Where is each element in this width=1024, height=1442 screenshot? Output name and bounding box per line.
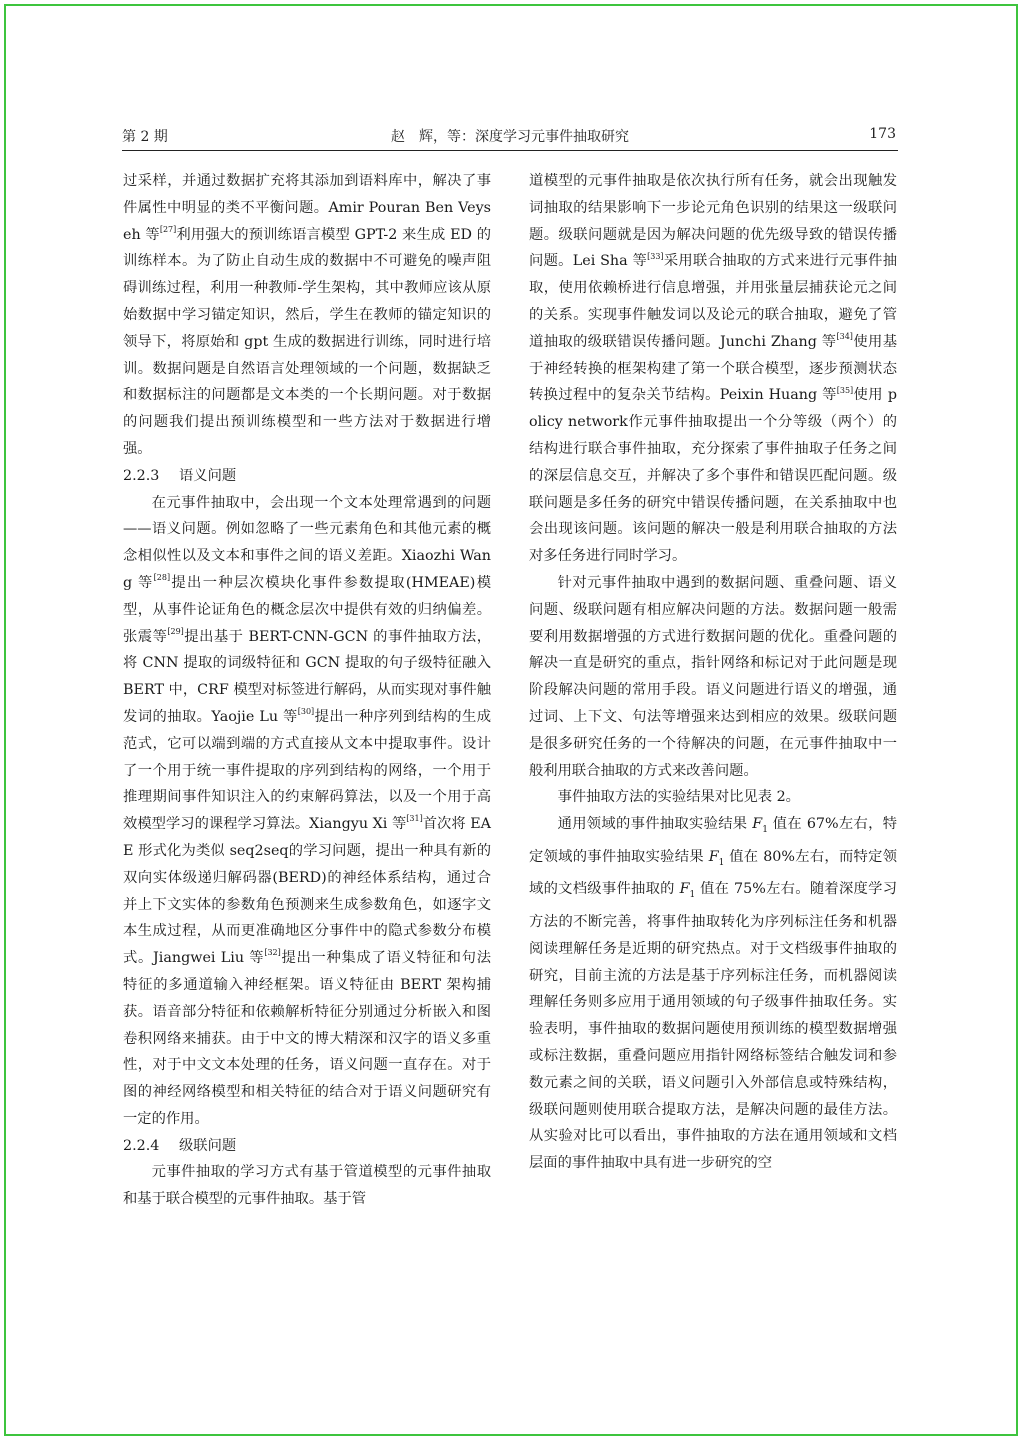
page-number: 173 <box>869 126 896 142</box>
text-run: 道模型的元事件抽取是依次执行所有任务，就会出现触发词抽取的结果影响下一步论元角色识别的结果这一级联问题。级联问题就是因为解决问题的优先级导致的错误传播问题。Lei Sha 等 <box>529 173 897 270</box>
math-subscript: 1 <box>762 824 768 835</box>
text-run: 提出一种层次模块化事件参数提取(HMEAE)模型，从事件论证角色的概念层次中提供有效的归纳偏差。张震等 <box>123 574 491 645</box>
text-run: 通用领域的事件抽取实验结果 <box>557 816 748 833</box>
running-title: 赵 辉，等：深度学习元事件抽取研究 <box>391 129 629 145</box>
section-heading <box>123 463 491 490</box>
math-symbol: F <box>679 881 690 898</box>
math-symbol: F <box>752 816 763 833</box>
citation: [27] <box>159 224 177 234</box>
citation: [30] <box>297 707 315 717</box>
header-rule <box>122 150 898 151</box>
right-column <box>529 168 897 1177</box>
citation: [32] <box>264 948 281 958</box>
section-number: 2.2.4 <box>123 1137 160 1154</box>
text-run: 使用基于神经转换的框架构建了第一个联合模型，逐步预测状态转换过程中的复杂关节结构。Peixin Huang 等 <box>529 333 897 404</box>
citation: [33] <box>647 251 664 261</box>
paragraph <box>529 811 897 1177</box>
text-run: 提出一种集成了语义特征和句法特征的多通道输入神经框架。语义特征由 BERT 架构捕获。语音部分特征和依赖解析特征分别通过分析嵌入和图卷积网络来捕获。由于中文的博大精深和汉字的语义多重性，对于中文文本处理的任务，语义问题一直存在。对于图的神经网络模型和相关特征的结合对于语义问题研究有一定的作用。 <box>123 950 492 1127</box>
math-subscript: 1 <box>718 857 725 868</box>
paragraph <box>529 168 897 570</box>
text-run: 采用联合抽取的方式来进行元事件抽取，使用依赖桥进行信息增强，并用张量层捕获论元之间的关系。实现事件触发词以及论元的联合抽取，避免了管道抽取的级联错误传播问题。Junchi Zhang 等 <box>529 253 897 350</box>
section-number: 2.2.3 <box>123 467 160 484</box>
text-run: 利用强大的预训练语言模型 GPT-2 来生成 ED 的训练样本。为了防止自动生成的数据中不可避免的噪声阻碍训练过程，利用一种教师-学生架构，其中教师应该从原始数据中学习锚定知识，然后，学生在教师的锚定知识的领导下，将原始和 gpt 生成的数据进行训练，同时进行培训。数据问题是自然语言处理领域的一个问题，数据缺乏和数据标注的问题都是文本类的一个长期问题。对于数据的问题我们提出预训练模型和一些方法对于数据进行增强。 <box>123 226 491 457</box>
paragraph: 事件抽取方法的实验结果对比见表 2。 <box>557 789 800 806</box>
math-symbol: F <box>708 848 719 865</box>
text-run: 值在 75%左右。随着深度学习方法的不断完善，将事件抽取转化为序列标注任务和机器阅读理解任务是近期的研究热点。对于文档级事件抽取的研究，目前主流的方法是基于序列标注任务，而机器阅读理解任务则多应用于通用领域的句子级事件抽取任务。实验表明，事件抽取的数据问题使用预训练的模型数据增强或标注数据，重叠问题应用指针网络标签结合触发词和参数元素之间的关联，语义问题引入外部信息或特殊结构，级联问题则使用联合提取方法，是解决问题的最佳方法。从实验对比可以看出，事件抽取的方法在通用领域和文档层面的事件抽取中具有进一步研究的空 <box>529 881 898 1172</box>
text-run: 值在 80%左右，而特定领域的文档级事件抽取的 <box>529 848 897 898</box>
paragraph: 元事件抽取的学习方式有基于管道模型的元事件抽取和基于联合模型的元事件抽取。基于管 <box>123 1164 491 1208</box>
section-title: 级联问题 <box>179 1137 237 1154</box>
citation: [28] <box>153 573 171 583</box>
section-title: 语义问题 <box>179 467 237 484</box>
paragraph <box>123 168 491 463</box>
text-run: 值在 67%左右，特定领域的事件抽取实验结果 <box>529 816 898 865</box>
citation: [29] <box>167 626 184 636</box>
citation: [35] <box>836 385 854 395</box>
paragraph <box>123 490 491 1133</box>
math-subscript: 1 <box>689 890 696 901</box>
citation: [31] <box>406 814 423 824</box>
section-heading <box>123 1133 491 1160</box>
text-run: 过采样，并通过数据扩充将其添加到语料库中，解决了事件属性中明显的类不平衡问题。Amir Pouran Ben Veyseh 等 <box>123 173 491 243</box>
text-run: 首次将 EAE 形式化为类似 seq2seq的学习问题，提出一种具有新的双向实体级递归解码器(BERD)的神经体系结构，通过合并上下文实体的参数角色预测来生成参数角色，如逐字文本生成过程，从而更准确地区分事件中的隐式参数分布模式。Jiangwei Liu 等 <box>123 816 491 967</box>
citation: [34] <box>836 332 853 342</box>
text-run: 使用 policy network作元事件抽取提出一个分等级（两个）的结构进行联合事件抽取，充分探索了事件抽取子任务之间的深层信息交互，并解决了多个事件和错误匹配问题。级联问题是多任务的研究中错误传播问题，在关系抽取中也会出现该问题。该问题的解决一般是利用联合抽取的方法对多任务进行同时学习。 <box>529 387 897 565</box>
text-run: 提出基于 BERT-CNN-GCN 的事件抽取方法，将 CNN 提取的词级特征和 GCN 提取的句子级特征融入 BERT 中，CRF 模型对标签进行解码，从而实现对事件触发词的抽取。Yaojie Lu 等 <box>123 628 491 725</box>
running-header <box>122 124 898 148</box>
text-run: 在元事件抽取中，会出现一个文本处理常遇到的问题——语义问题。例如忽略了一些元素角色和其他元素的概念相似性以及文本和事件之间的语义差距。Xiaozhi Wang 等 <box>123 494 491 591</box>
paragraph: 针对元事件抽取中遇到的数据问题、重叠问题、语义问题、级联问题有相应解决问题的方法。数据问题一般需要利用数据增强的方式进行数据问题的优化。重叠问题的解决一直是研究的重点，指针网络和标记对于此问题是现阶段解决问题的常用手段。语义问题进行语义的增强，通过词、上下文、句法等增强来达到相应的效果。级联问题是很多研究任务的一个待解决的问题，在元事件抽取中一般利用联合抽取的方式来改善问题。 <box>529 574 897 779</box>
text-run: 提出一种序列到结构的生成范式，它可以端到端的方式直接从文本中提取事件。设计了一个用于统一事件提取的序列到结构的网络，一个用于推理期间事件知识注入的约束解码算法，以及一个用于高效模型学习的课程学习算法。Xiangyu Xi 等 <box>123 708 492 833</box>
issue-label: 第 2 期 <box>122 129 168 145</box>
left-column <box>123 168 491 1213</box>
